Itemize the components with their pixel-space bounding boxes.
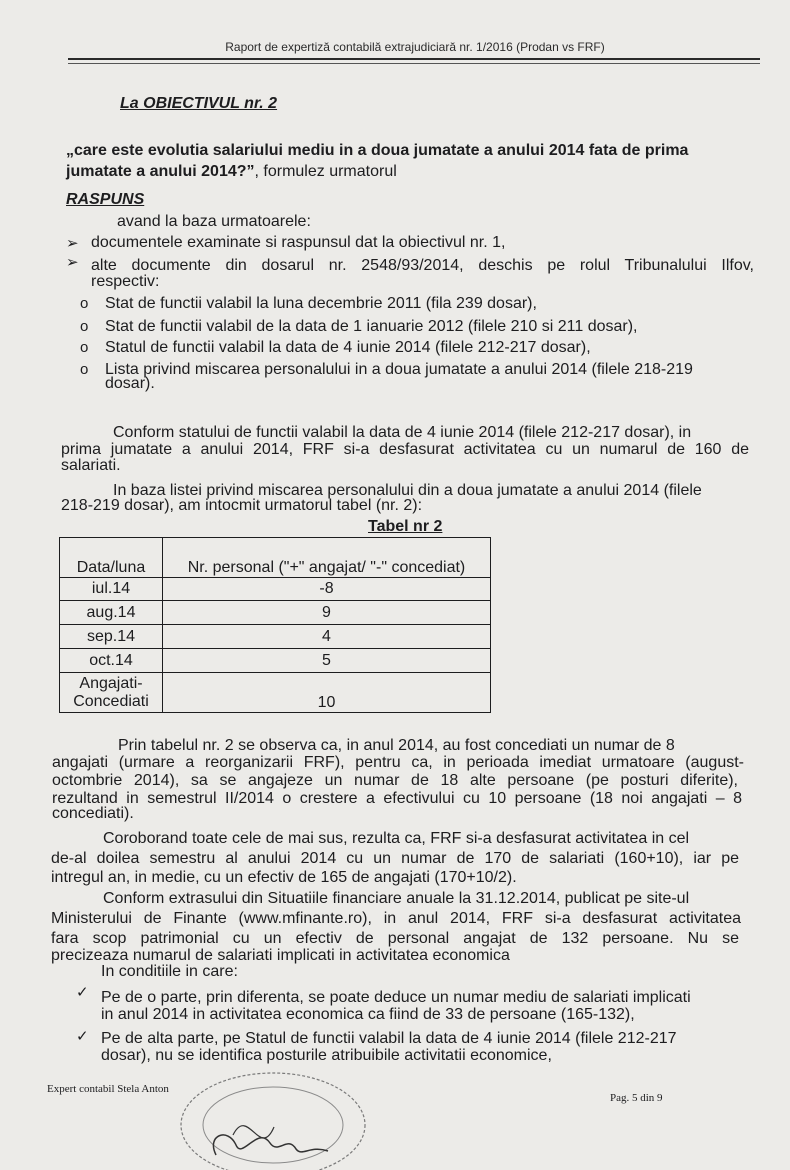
table-title: Tabel nr 2 (368, 518, 443, 535)
arrow-bullet-icon: ➢ (66, 235, 79, 252)
arrow-item: documentele examinate si raspunsul dat la obiectivul nr. 1, (91, 234, 506, 251)
table-cell: -8 (163, 578, 491, 601)
answer-intro: avand la baza urmatoarele: (117, 213, 311, 230)
circle-item: Statul de functii valabil la data de 4 iunie 2014 (filele 212-217 dosar), (105, 339, 591, 356)
table-cell: 5 (163, 649, 491, 673)
checkmark-icon: ✓ (76, 984, 89, 1001)
table-row (60, 625, 491, 649)
page-number: Pag. 5 din 9 (610, 1092, 663, 1104)
table-row (60, 601, 491, 625)
paragraph-line: 218-219 dosar), am intocmit urmatorul tabel (nr. 2): (61, 497, 423, 514)
check-item-continued: dosar), nu se identifica posturile atribuibile activitatii economice, (101, 1047, 552, 1064)
table-total-value: 10 (163, 673, 491, 713)
table-total-row (60, 673, 491, 713)
stamp-signature-icon (178, 1065, 378, 1170)
table-total-label (60, 673, 163, 713)
objective-question (66, 140, 756, 182)
paragraph-line: fara scop patrimonial cu un efectiv de personal angajat de 132 persoane. Nu se (51, 930, 739, 947)
table-row (60, 578, 491, 601)
circle-bullet-icon: o (80, 339, 89, 356)
table-header-row (60, 538, 491, 578)
conditions-intro: In conditiile in care: (101, 963, 238, 980)
stamp-outer-ring (181, 1073, 365, 1170)
paragraph-line: concediati). (52, 805, 134, 822)
check-item-continued: in anul 2014 in activitatea economica ca fiind de 33 de persoane (165-132), (101, 1006, 635, 1023)
paragraph-line: prima jumatate a anului 2014, FRF si-a desfasurat activitatea cu un numarul de 160 de (61, 441, 749, 458)
table-cell: aug.14 (60, 601, 163, 625)
table-cell: 4 (163, 625, 491, 649)
paragraph-line: Conform statului de functii valabil la data de 4 iunie 2014 (filele 212-217 dosar), in (113, 424, 692, 441)
paragraph-line: salariati. (61, 457, 121, 474)
paragraph-line: octombrie 2014), sa se angajeze un numar de 18 alte persoane (pe posturi diferite), (52, 772, 738, 789)
total-label-line: Concediati (73, 692, 149, 710)
paragraph-line: Ministerului de Finante (www.mfinante.ro), in anul 2014, FRF si-a desfasurat activitatea (51, 910, 741, 927)
paragraph-line: Conform extrasului din Situatiile financiare anuale la 31.12.2014, publicat pe site-ul (103, 890, 690, 907)
circle-item: Stat de functii valabil la luna decembrie 2011 (fila 239 dosar), (105, 295, 537, 312)
paragraph-line: Coroborand toate cele de mai sus, rezulta ca, FRF si-a desfasurat activitatea in cel (103, 830, 690, 847)
table-cell: oct.14 (60, 649, 163, 673)
question-quote: „care este evolutia salariului mediu in a doua jumatate a anului 2014 fata de prima jumatate a anului 2014?” (66, 142, 689, 180)
total-label-line: Angajati- (79, 674, 143, 692)
stamp-inner-ring (203, 1087, 343, 1163)
table-cell: 9 (163, 601, 491, 625)
expert-name: Expert contabil Stela Anton (47, 1083, 169, 1095)
paragraph-line: de-al doilea semestru al anului 2014 cu un numar de 170 de salariati (160+10), iar pe (51, 850, 739, 867)
paragraph-line: angajati (urmare a reorganizarii FRF), pentru ca, in perioada imediat urmatoare (august- (52, 754, 744, 771)
paragraph-line: rezultand in semestrul II/2014 o crestere a efectivului cu 10 persoane (18 noi angajati – 8 (52, 790, 742, 807)
table-header-cell: Data/luna (60, 538, 163, 578)
table-cell: sep.14 (60, 625, 163, 649)
table-row (60, 649, 491, 673)
paragraph-line: precizeaza numarul de salariati implicati in activitatea economica (51, 947, 510, 964)
arrow-item: alte documente din dosarul nr. 2548/93/2014, deschis pe rolul Tribunalului Ilfov, (91, 257, 754, 274)
question-suffix: , formulez urmatorul (254, 163, 397, 180)
paragraph-line: intregul an, in medie, cu un efectiv de 165 de angajati (170+10/2). (51, 869, 517, 886)
check-item: Pe de alta parte, pe Statul de functii valabil la data de 4 iunie 2014 (filele 212-217 (101, 1030, 677, 1047)
personnel-table (59, 537, 491, 713)
circle-item-continued: dosar). (105, 375, 155, 392)
answer-title: RASPUNS (66, 191, 145, 208)
paragraph-line: In baza listei privind miscarea personalului din a doua jumatate a anului 2014 (filele (113, 482, 702, 499)
circle-bullet-icon: o (80, 318, 89, 335)
circle-bullet-icon: o (80, 361, 89, 378)
header-rule-thin (68, 63, 760, 64)
check-item: Pe de o parte, prin diferenta, se poate deduce un numar mediu de salariati implicati (101, 989, 691, 1006)
checkmark-icon: ✓ (76, 1028, 89, 1045)
paragraph-line: Prin tabelul nr. 2 se observa ca, in anul 2014, au fost concediati un numar de 8 (118, 737, 675, 754)
arrow-item-continued: respectiv: (91, 273, 160, 290)
header-rule (68, 58, 760, 60)
report-header: Raport de expertiză contabilă extrajudiciară nr. 1/2016 (Prodan vs FRF) (225, 40, 605, 54)
signature-stroke (213, 1135, 328, 1155)
arrow-bullet-icon: ➢ (66, 254, 79, 271)
circle-item: Stat de functii valabil de la data de 1 ianuarie 2012 (filele 210 si 211 dosar), (105, 318, 638, 335)
signature-stroke (233, 1126, 274, 1138)
table-header-cell: Nr. personal ("+" angajat/ "-" concediat) (163, 538, 491, 578)
circle-item: Lista privind miscarea personalului in a doua jumatate a anului 2014 (filele 218-219 (105, 361, 693, 378)
objective-title: La OBIECTIVUL nr. 2 (120, 95, 278, 112)
table-cell: iul.14 (60, 578, 163, 601)
circle-bullet-icon: o (80, 295, 89, 312)
